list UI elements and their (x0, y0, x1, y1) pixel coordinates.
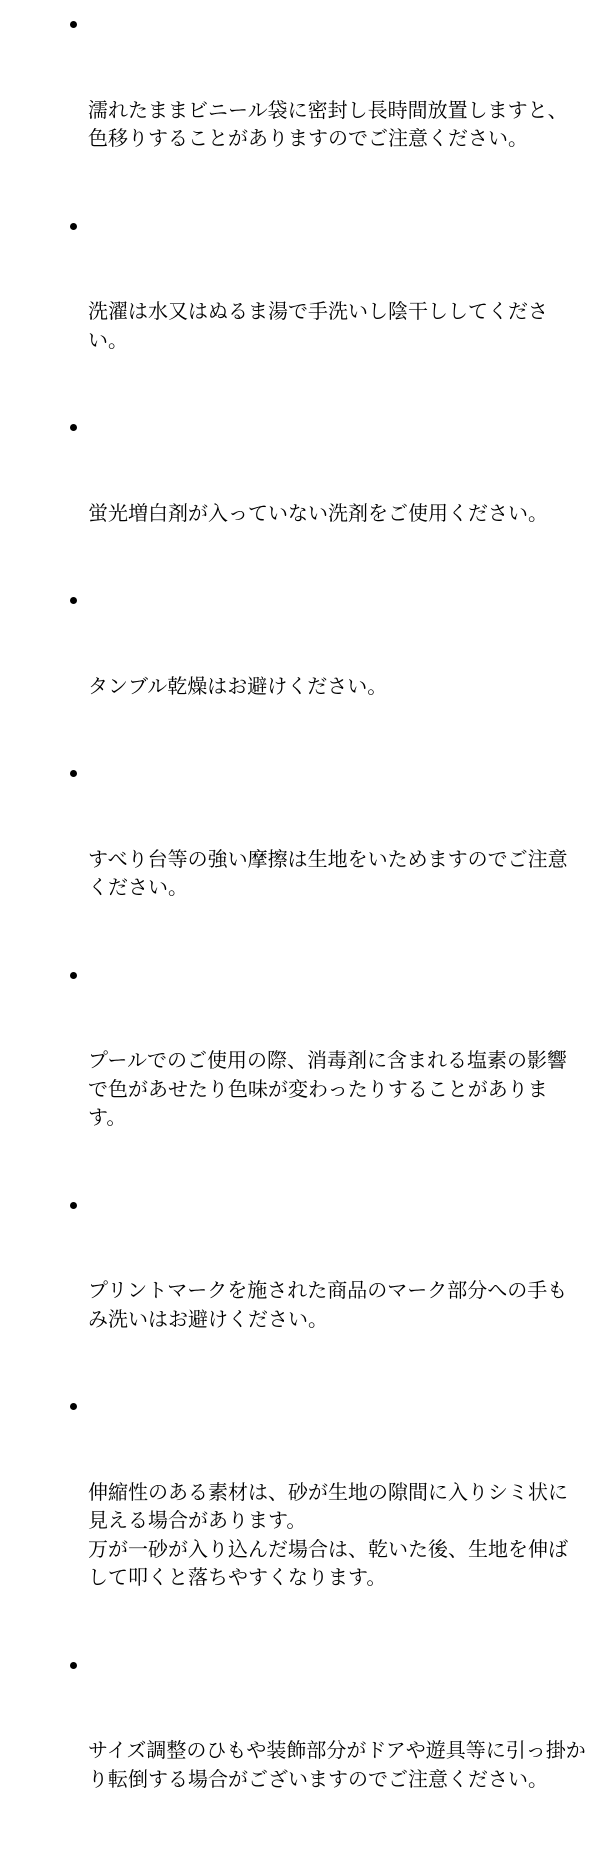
list-item (70, 212, 586, 412)
bullet-dot-icon (70, 223, 77, 230)
list-item-text: すべり台等の強い摩擦は生地をいためますのでご注意ください。 (88, 845, 586, 902)
bullet-dot-icon (70, 972, 77, 979)
bullet-dot-icon (70, 21, 77, 28)
list-item-text: タンブル乾燥はお避けください。 (88, 672, 586, 701)
bullet-dot-icon (70, 597, 77, 604)
list-item (70, 1392, 586, 1649)
care-instructions-page (0, 0, 600, 600)
bullet-dot-icon (70, 770, 77, 777)
list-item-text: プールでのご使用の際、消毒剤に含まれる塩素の影響で色があせたり色味が変わったりすることがあります。 (88, 1046, 586, 1132)
list-item (70, 1191, 586, 1391)
bullet-dot-icon (70, 1202, 77, 1209)
list-item-text: 洗濯は水又はぬるま湯で手洗いし陰干ししてください。 (88, 297, 586, 354)
list-item (70, 1651, 586, 1850)
list-item (70, 10, 586, 210)
list-item-text: 濡れたままビニール袋に密封し長時間放置しますと、色移りすることがありますのでご注意ください。 (88, 96, 586, 153)
list-item (70, 413, 586, 584)
list-item-text: プリントマークを施された商品のマーク部分への手もみ洗いはお避けください。 (88, 1276, 586, 1333)
list-item (70, 586, 586, 757)
list-item-text: 伸縮性のある素材は、砂が生地の隙間に入りシミ状に見える場合があります。 万が一砂が入り込んだ場合は、乾いた後、生地を伸ばして叩くと落ちやすくなります。 (88, 1478, 586, 1592)
list-item (70, 961, 586, 1189)
list-item-text: 蛍光増白剤が入っていない洗剤をご使用ください。 (88, 499, 586, 528)
bullet-dot-icon (70, 1662, 77, 1669)
care-instructions-list (70, 10, 586, 1850)
bullet-dot-icon (70, 424, 77, 431)
bullet-dot-icon (70, 1403, 77, 1410)
list-item-text: サイズ調整のひもや装飾部分がドアや遊具等に引っ掛かり転倒する場合がございますのでご注意ください。 (88, 1736, 586, 1793)
list-item (70, 759, 586, 959)
